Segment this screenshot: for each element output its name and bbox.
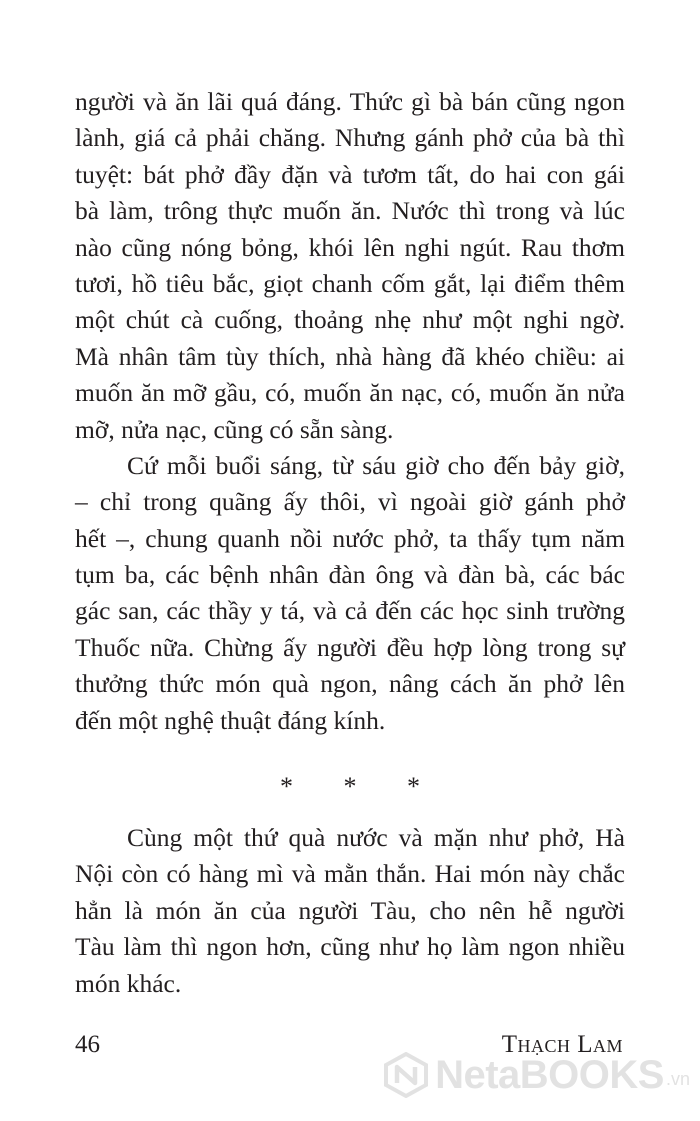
text-line: gác san, các thầy y tá, và cả đến các học sinh trường	[75, 596, 625, 626]
section-separator: * * *	[280, 772, 442, 801]
text-line: Nội còn có hàng mì và mằn thắn. Hai món này chắc	[75, 859, 625, 889]
page-number: 46	[75, 1031, 100, 1058]
page-body	[75, 84, 625, 739]
watermark-suffix: .vn	[665, 1069, 690, 1089]
text-line: nào cũng nóng bỏng, khói lên nghi ngút. Rau thơm	[75, 232, 625, 262]
running-footer-author: Thạch Lam	[501, 1031, 623, 1058]
paragraph-2	[75, 448, 625, 739]
text-line: tuyệt: bát phở đầy đặn và tươm tất, do hai con gái	[75, 159, 625, 189]
watermark-brand: NetaBOOKS	[435, 1052, 664, 1097]
text-line: bà làm, trông thực muốn ăn. Nước thì trong và lúc	[75, 196, 625, 226]
neta-logo-icon	[383, 1052, 429, 1098]
text-line: món khác.	[75, 968, 182, 998]
text-line: tụm ba, các bệnh nhân đàn ông và đàn bà, các bác	[75, 560, 625, 590]
text-line: hết –, chung quanh nồi nước phở, ta thấy tụm năm	[75, 523, 625, 553]
text-line: Mà nhân tâm tùy thích, nhà hàng đã khéo chiều: ai	[75, 341, 625, 371]
text-line: mỡ, nửa nạc, cũng có sẵn sàng.	[75, 414, 394, 444]
text-line: người và ăn lãi quá đáng. Thức gì bà bán cũng ngon	[75, 87, 625, 116]
text-line: Thuốc nữa. Chừng ấy người đều hợp lòng trong sự	[75, 632, 625, 662]
text-line: lành, giá cả phải chăng. Nhưng gánh phở của bà thì	[75, 123, 625, 153]
text-line: thưởng thức món quà ngon, nâng cách ăn phở lên	[75, 669, 625, 699]
text-line: đến một nghệ thuật đáng kính.	[75, 705, 386, 735]
text-line: một chút cà cuống, thoảng nhẹ như một nghi ngờ.	[75, 305, 625, 335]
paragraph-1	[75, 84, 625, 448]
paragraph-3	[75, 820, 625, 1002]
text-line: tươi, hồ tiêu bắc, giọt chanh cốm gắt, lại điểm thêm	[75, 268, 625, 298]
text-line: muốn ăn mỡ gầu, có, muốn ăn nạc, có, muốn ăn nửa	[75, 378, 625, 408]
text-line: Cứ mỗi buổi sáng, từ sáu giờ cho đến bảy giờ,	[127, 450, 625, 480]
text-line: hẳn là món ăn của người Tàu, cho nên hễ người	[75, 895, 625, 925]
watermark	[383, 1052, 690, 1098]
text-line: – chỉ trong quãng ấy thôi, vì ngoài giờ gánh phở	[75, 487, 625, 517]
text-line: Cùng một thứ quà nước và mặn như phở, Hà	[127, 823, 625, 852]
text-line: Tàu làm thì ngon hơn, cũng như họ làm ngon nhiều	[75, 932, 625, 962]
